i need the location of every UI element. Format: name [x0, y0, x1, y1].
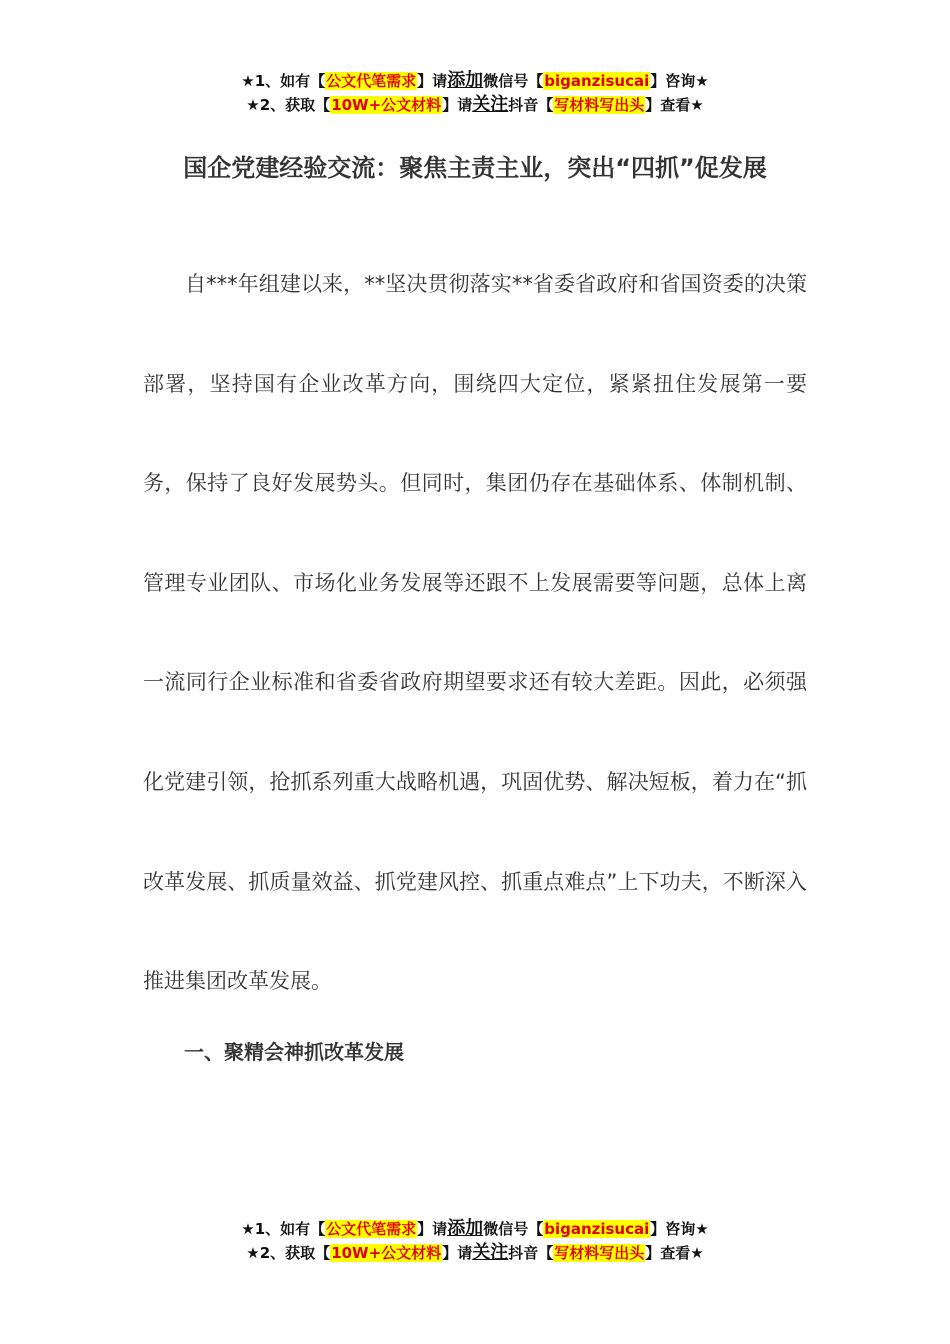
- body-paragraph: 自***年组建以来，**坚决贯彻落实**省委省政府和省国资委的决策部署，坚持国有企业改革方向，围绕四大定位，紧紧扭住发展第一要务，保持了良好发展势头。但同时，集团仍存在基础体系、体制机制、管理专业团队、市场化业务发展等还跟不上发展需要等问题，总体上离一流同行企业标准和省委省政府期望要求还有较大差距。因此，必须强化党建引领，抢抓系列重大战略机遇，巩固优势、解决短板，着力在“抓改革发展、抓质量效益、抓党建风控、抓重点难点”上下功夫，不断深入推进集团改革发展。: [143, 272, 807, 994]
- promo-emphasis: 关注: [472, 1242, 509, 1263]
- promo-emphasis: 关注: [472, 94, 509, 115]
- section-heading: 一、聚精会神抓改革发展: [184, 1040, 404, 1064]
- promo-text: 抖音【: [508, 96, 554, 114]
- promo-line-1: [0, 1217, 950, 1241]
- promo-highlight-service: 公文代笔需求: [326, 1220, 417, 1238]
- promo-text: ★2、获取【: [246, 96, 331, 114]
- promo-highlight-materials: 10W+公文材料: [331, 1244, 442, 1262]
- promo-highlight-wechat-id: biganzisucai: [544, 72, 650, 90]
- promo-text: 】请: [442, 1244, 473, 1262]
- promo-text: ★1、如有【: [241, 72, 326, 90]
- promo-text: ★1、如有【: [241, 1220, 326, 1238]
- promo-text: 】请: [417, 72, 448, 90]
- promo-text: 】咨询★: [650, 1220, 709, 1238]
- promo-text: 】查看★: [645, 1244, 704, 1262]
- promo-text: 微信号【: [483, 72, 544, 90]
- promo-text: 微信号【: [483, 1220, 544, 1238]
- promo-footer: [0, 1217, 950, 1265]
- promo-header: [0, 69, 950, 117]
- promo-highlight-materials: 10W+公文材料: [331, 96, 442, 114]
- promo-text: 】咨询★: [650, 72, 709, 90]
- promo-text: 】查看★: [645, 96, 704, 114]
- promo-line-1: [0, 69, 950, 93]
- promo-highlight-douyin: 写材料写出头: [554, 1244, 645, 1262]
- promo-text: 】请: [442, 96, 473, 114]
- promo-highlight-service: 公文代笔需求: [326, 72, 417, 90]
- document-title: 国企党建经验交流：聚焦主责主业，突出“四抓”促发展: [183, 154, 767, 182]
- promo-text: 】请: [417, 1220, 448, 1238]
- promo-highlight-wechat-id: biganzisucai: [544, 1220, 650, 1238]
- promo-text: 抖音【: [508, 1244, 554, 1262]
- promo-highlight-douyin: 写材料写出头: [554, 96, 645, 114]
- promo-emphasis: 添加: [447, 1218, 484, 1239]
- promo-line-2: [0, 93, 950, 117]
- promo-text: ★2、获取【: [246, 1244, 331, 1262]
- promo-emphasis: 添加: [447, 70, 484, 91]
- promo-line-2: [0, 1241, 950, 1265]
